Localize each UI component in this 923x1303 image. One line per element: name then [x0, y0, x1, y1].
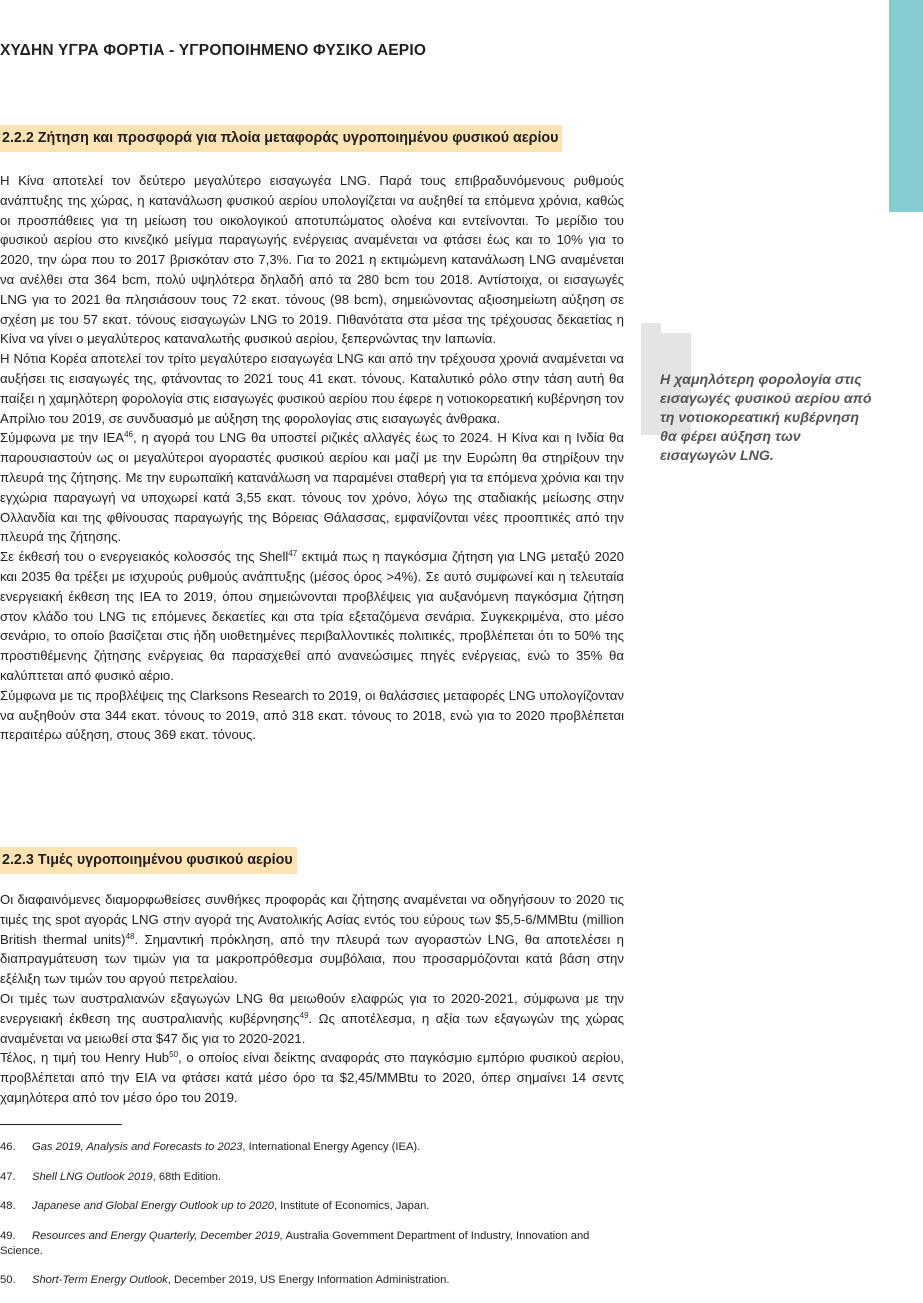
paragraph-text: Τέλος, η τιμή του Henry Hub — [0, 1050, 170, 1066]
pull-quote-bracket-notch — [661, 323, 691, 333]
corner-color-tab — [889, 0, 923, 212]
footnote-ref-47[interactable]: 47 — [288, 549, 298, 559]
footnote-number: 49. — [0, 1229, 16, 1242]
running-header: ΧΥΔΗΝ ΥΓΡΑ ΦΟΡΤΙΑ - ΥΓΡΟΠΟΙΗΜΕΝΟ ΦΥΣΙΚΟ ΑΕΡΙΟ — [0, 42, 427, 59]
section-heading-2-2-2: 2.2.2 Ζήτηση και προσφορά για πλοία μεταφοράς υγροποιημένου φυσικού αερίου — [0, 125, 562, 152]
footnote-number: 50. — [0, 1274, 16, 1286]
footnote-source: , December 2019, US Energy Information Administration. — [167, 1274, 450, 1286]
footnotes — [0, 1140, 624, 1303]
section-heading-2-2-3: 2.2.3 Τιμές υγροποιημένου φυσικού αερίου — [0, 847, 297, 874]
footnote-title: Japanese and Global Energy Outlook up to 2020 — [32, 1200, 274, 1212]
footnote-ref-50[interactable]: 50 — [169, 1050, 179, 1060]
footnote-source: Australia Government Department of Industry, Innovation and Science. — [0, 1229, 590, 1257]
pull-quote: Η χαμηλότερη φορολογία στις εισαγωγές φυσικού αερίου από τη νοτιοκορεατική κυβέρνηση θα φέρει αύξηση των εισαγωγών LNG. — [660, 372, 872, 464]
footnote-ref-46[interactable]: 46 — [124, 430, 133, 440]
footnote-title: Shell LNG Outlook 2019 — [32, 1170, 153, 1183]
footnote-number: 48. — [0, 1200, 16, 1212]
paragraph-shell — [0, 547, 624, 686]
paragraph-text: Οι τιμές των αυστραλιανών εξαγωγών LNG θα μειωθούν ελαφρώς για το 2020-2021, σύμφωνα με την ενεργειακή έκθεση της αυστραλιανής κυβέρνησης — [0, 990, 624, 1026]
footnote-number: 47. — [0, 1170, 16, 1183]
section-2-2-3-body — [0, 890, 624, 1108]
paragraph-text: Σε έκθεσή του ο ενεργειακός κολοσσός της Shell — [0, 549, 289, 565]
footnote-50 — [0, 1273, 624, 1288]
paragraph-australia — [0, 989, 624, 1048]
paragraph-east-asia-spot — [0, 890, 624, 989]
footnote-divider — [0, 1124, 122, 1125]
footnote-47 — [0, 1170, 624, 1185]
footnote-title: Gas 2019, Analysis and Forecasts to 2023 — [32, 1141, 243, 1153]
section-2-2-2-body — [0, 171, 624, 745]
footnote-source: , Institute of Economics, Japan. — [273, 1200, 430, 1212]
footnote-source: , 68th Edition. — [152, 1170, 222, 1183]
footnote-48 — [0, 1199, 624, 1214]
paragraph-text: . Σημαντική πρόκληση, από την πλευρά των αγοραστών LNG, θα αποτελέσει η διαπραγμάτευση των τιμών για τα μακροπρόθεσμα συμβόλαια, που προσαρμόζονται κατά βάση στην εξέλιξη των τιμών του αργού πετρελαίου. — [0, 931, 624, 987]
paragraph-china: Η Κίνα αποτελεί τον δεύτερο μεγαλύτερο εισαγωγέα LNG. Παρά τους επιβραδυνόμενους ρυθμούς ανάπτυξης της χώρας, η κατανάλωση φυσικού αερίου υπολογίζεται να αυξηθεί τα επόμενα χρόνια, καθώς οι προσπάθειες για τη μείωση του οικολογικού αποτυπώματος ολοένα και εντείνονται. Το μερίδιο του φυσικού αερίου στο κινεζικό μείγμα παραγωγής ενέργειας αναμένεται να φτάσει έως και το 10% για το 2020, την ώρα που το 2017 βρισκόταν στο 7,3%. Για το 2021 η εκτιμώμενη κατανάλωση LNG αναμένεται να ανέλθει στα 364 bcm, πολύ υψηλότερα δηλαδή από τα 280 bcm του 2018. Αντίστοιχα, οι εισαγωγές LNG για το 2021 θα πλησιάσουν τους 72 εκατ. τόνους (98 bcm), σημειώνοντας αξιοσημείωτη αύξηση σε σχέση με του 57 εκατ. τόνους εισαγωγών LNG το 2019. Πιθανότατα στα μέσα της τρέχουσας δεκαετίας η Κίνα να γίνει ο μεγαλύτερος καταναλωτής φυσικού αερίου, ξεπερνώντας την Ιαπωνία. — [0, 173, 624, 347]
paragraph-iea — [0, 428, 624, 547]
footnote-49 — [0, 1229, 624, 1259]
paragraph-text: . Ως αποτέλεσμα, η αξία των εξαγωγών της χώρας αναμένεται να μειωθεί στα $47 δις για το 2020-2021. — [0, 1010, 624, 1046]
footnote-source: , International Energy Agency (IEA). — [242, 1141, 421, 1153]
footnote-title: Resources and Energy Quarterly, December 2019, — [32, 1229, 284, 1242]
paragraph-henry-hub — [0, 1048, 624, 1107]
footnote-ref-48[interactable]: 48 — [125, 931, 135, 941]
paragraph-text: Σύμφωνα με την IEA — [0, 430, 125, 446]
paragraph-text: εκτιμά πως η παγκόσμια ζήτηση για LNG μεταξύ 2020 και 2035 θα τρέξει με ισχυρούς ρυθμούς ανάπτυξης (μέσος όρος >4%). Σε αυτό συμφωνεί και η τελευταία ενεργειακή έκθεση της IEA το 2019, όπου σημειώνονται προβλέψεις για αυξανόμενη παγκόσμια ζήτηση στον κλάδο του LNG τις επόμενες δεκαετίες και στα τρία εξεταζόμενα σενάρια. Συγκεκριμένα, στο μέσο σενάριο, το οποίο βασίζεται στις ήδη υιοθετημένες περιβαλλοντικές πολιτικές, προβλέπεται ότι το 50% της προστιθέμενης ζήτησης ενέργειας θα παρασχεθεί από ανανεώσιμες πηγές ενέργειας, ενώ το 35% θα καλύπτεται από φυσικό αέριο. — [0, 549, 624, 683]
footnote-46 — [0, 1140, 624, 1155]
paragraph-text: , ο οποίος είναι δείκτης αναφοράς στο παγκόσμιο εμπόριο φυσικού αερίου, προβλέπεται από την EIA να φτάσει κατά μέσο όρο τα $2,45/MMBtu το 2020, όπερ σημαίνει 14 σεντς χαμηλότερα από τον μέσο όρο του 2019. — [0, 1050, 624, 1105]
footnote-ref-49[interactable]: 49 — [299, 1010, 309, 1020]
paragraph-text: , η αγορά του LNG θα υποστεί ριζικές αλλαγές έως το 2024. Η Κίνα και η Ινδία θα παρουσιαστούν ως οι μεγαλύτεροι αγοραστές φυσικού αερίου και μαζί με την Ευρώπη θα στηρίξουν την πλευρά της ζήτησης. Με την ευρωπαϊκή κατανάλωση να παραμένει σταθερή για τα επόμενα χρόνια και την εγχώρια παραγωγή να υποχωρεί κατά 3,55 εκατ. τόνους τον χρόνο, λόγω της σταδιακής μείωσης στην Ολλανδία και της φθίνουσας παραγωγής της Βόρειας Θάλασσας, εμφανίζονται νέες προοπτικές από την πλευρά της ζήτησης. — [0, 430, 624, 545]
paragraph-clarksons: Σύμφωνα με τις προβλέψεις της Clarksons Research το 2019, οι θαλάσσιες μεταφορές LNG υπολογίζονταν να αυξηθούν στα 344 εκατ. τόνους το 2019, από 318 εκατ. τόνους το 2018, ενώ για το 2020 προβλέπεται περαιτέρω αύξηση, στους 369 εκατ. τόνους. — [0, 687, 624, 743]
paragraph-text: Οι διαφαινόμενες διαμορφωθείσες συνθήκες προφοράς και ζήτησης αναμένεται να οδηγήσουν το 2020 τις τιμές της spot αγοράς LNG στην αγορά της Ανατολικής Ασίας εντός του εύρους των $5,5-6/MMBtu (million British thermal units) — [0, 892, 624, 947]
footnote-title: Short-Term Energy Outlook — [32, 1274, 168, 1286]
paragraph-south-korea: Η Νότια Κορέα αποτελεί τον τρίτο μεγαλύτερο εισαγωγέα LNG και από την τρέχουσα χρονιά αναμένεται να αυξήσει τις εισαγωγές της, φτάνοντας το 2021 τους 41 εκατ. τόνους. Καταλυτικό ρόλο στην τάση αυτή θα παίξει η χαμηλότερη φορολογία στις εισαγωγές φυσικού αερίου που έφερε η νοτιοκορεατική κυβέρνηση τον Απρίλιο του 2019, σε συνδυασμό με αύξηση της φορολογίας στις εισαγωγές άνθρακα. — [0, 351, 624, 426]
footnote-number: 46. — [0, 1141, 16, 1153]
